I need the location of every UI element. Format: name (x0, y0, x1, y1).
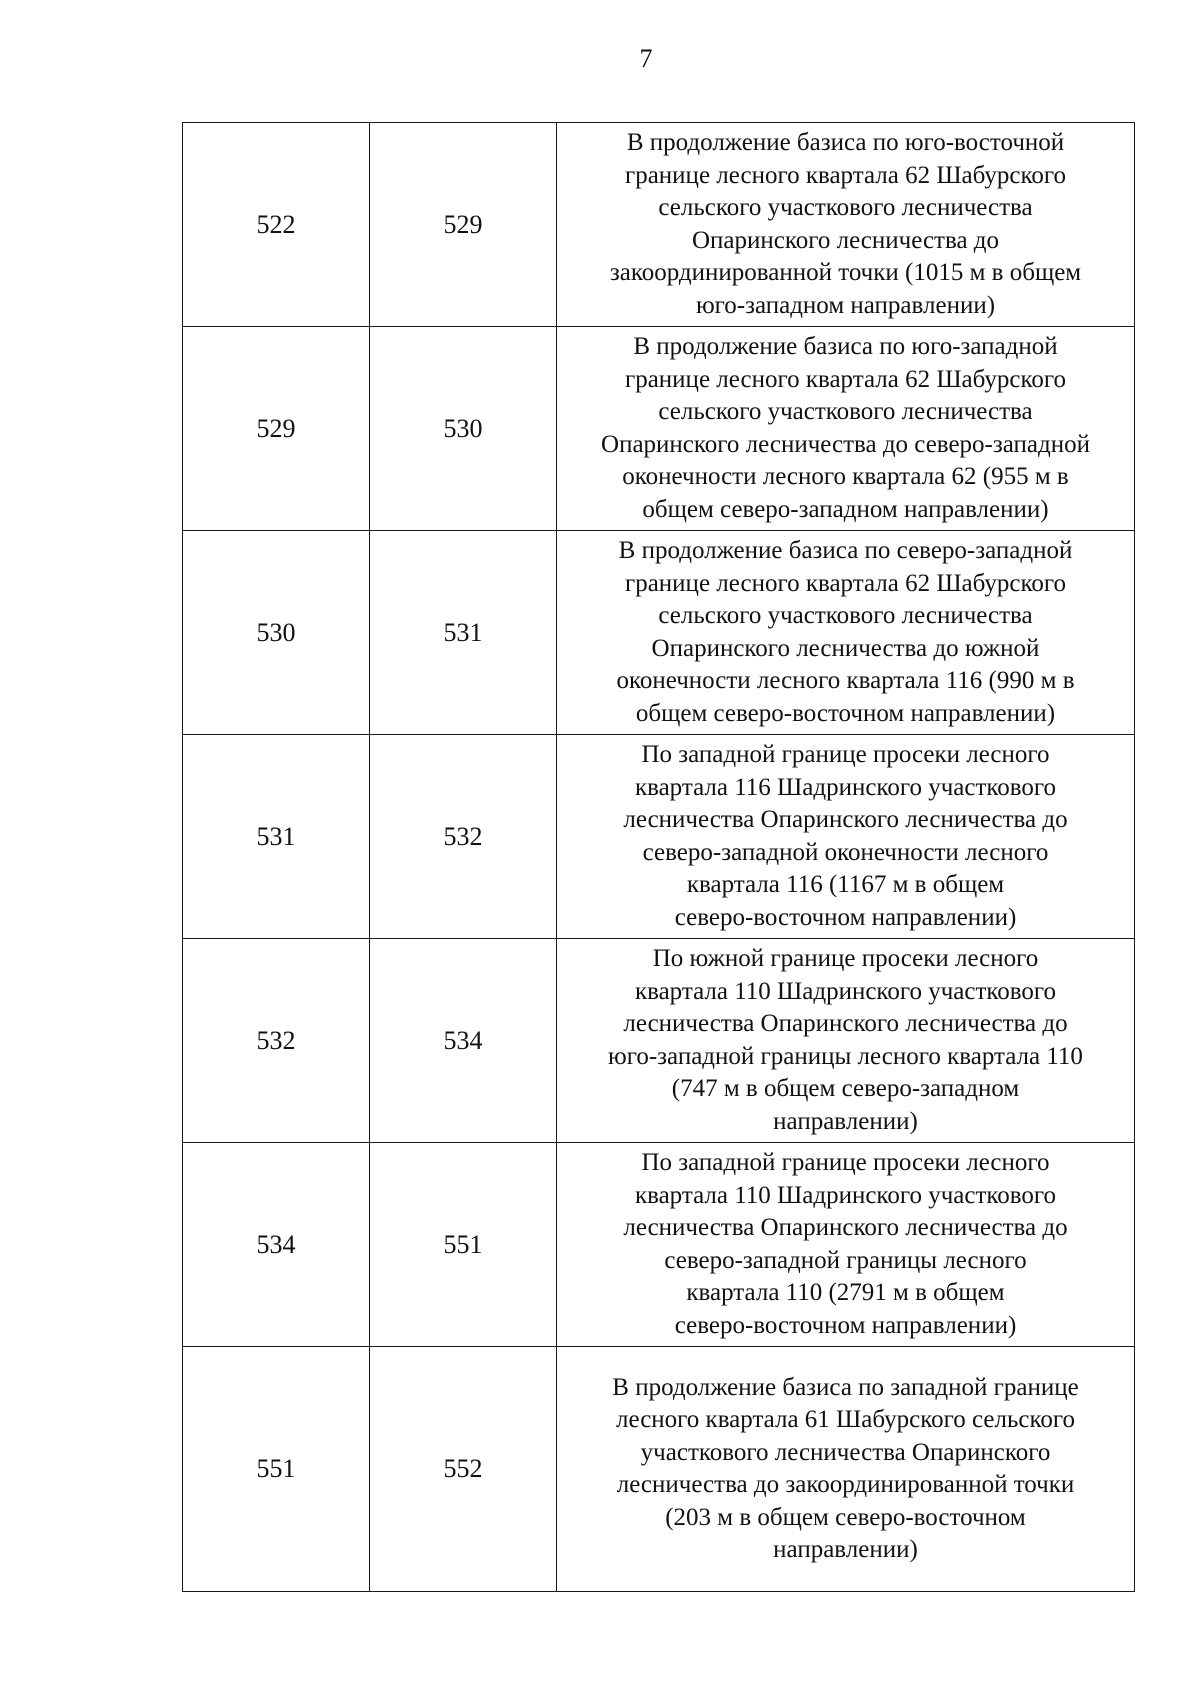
description-cell (557, 735, 1135, 939)
from-point-cell: 530 (183, 531, 370, 735)
description-text: В продолжение базиса по юго-восточной границе лесного квартала 62 Шабурского сельского участкового лесничества Опаринского лесничества до закоординированной точки (1015 м в общем юго-западном направлении) (609, 129, 1082, 319)
description-cell (557, 123, 1135, 327)
table-row (183, 939, 1135, 1143)
description-text: В продолжение базиса по юго-западной границе лесного квартала 62 Шабурского сельского участкового лесничества Опаринского лесничества до северо-западной оконечности лесного квартала 62 (955 м в общем северо-западном направлении) (601, 333, 1090, 523)
from-point-cell: 551 (183, 1347, 370, 1592)
description-cell (557, 1143, 1135, 1347)
description-text: По западной границе просеки лесного квартала 110 Шадринского участкового лесничества Опаринского лесничества до северо-западной границы лесного квартала 110 (2791 м в общем северо-восточном направлении) (623, 1149, 1068, 1339)
to-point-cell: 529 (370, 123, 557, 327)
to-point-cell: 552 (370, 1347, 557, 1592)
to-point-cell: 532 (370, 735, 557, 939)
from-point-cell: 529 (183, 327, 370, 531)
boundary-description-table (182, 122, 1135, 1592)
table-row (183, 531, 1135, 735)
table-row (183, 327, 1135, 531)
description-text: В продолжение базиса по северо-западной границе лесного квартала 62 Шабурского сельского участкового лесничества Опаринского лесничества до южной оконечности лесного квартала 116 (990 м в общем северо-восточном направлении) (616, 537, 1075, 727)
from-point-cell: 522 (183, 123, 370, 327)
from-point-cell: 532 (183, 939, 370, 1143)
from-point-cell: 534 (183, 1143, 370, 1347)
description-text: По западной границе просеки лесного квартала 116 Шадринского участкового лесничества Опаринского лесничества до северо-западной оконечности лесного квартала 116 (1167 м в общем северо-восточном направлении) (623, 741, 1068, 931)
page-number: 7 (639, 44, 653, 73)
table-row (183, 1143, 1135, 1347)
to-point-cell: 531 (370, 531, 557, 735)
table-row (183, 123, 1135, 327)
table-row (183, 1347, 1135, 1592)
to-point-cell: 551 (370, 1143, 557, 1347)
to-point-cell: 534 (370, 939, 557, 1143)
description-cell (557, 1347, 1135, 1592)
table-row (183, 735, 1135, 939)
description-text: По южной границе просеки лесного квартала 110 Шадринского участкового лесничества Опаринского лесничества до юго-западной границы лесного квартала 110 (747 м в общем северо-западном направлении) (608, 945, 1083, 1135)
description-cell (557, 939, 1135, 1143)
description-text: В продолжение базиса по западной границе лесного квартала 61 Шабурского сельского участкового лесничества Опаринского лесничества до закоординированной точки (203 м в общем северо-восточном направлении) (612, 1373, 1079, 1563)
from-point-cell: 531 (183, 735, 370, 939)
description-cell (557, 531, 1135, 735)
description-cell (557, 327, 1135, 531)
to-point-cell: 530 (370, 327, 557, 531)
